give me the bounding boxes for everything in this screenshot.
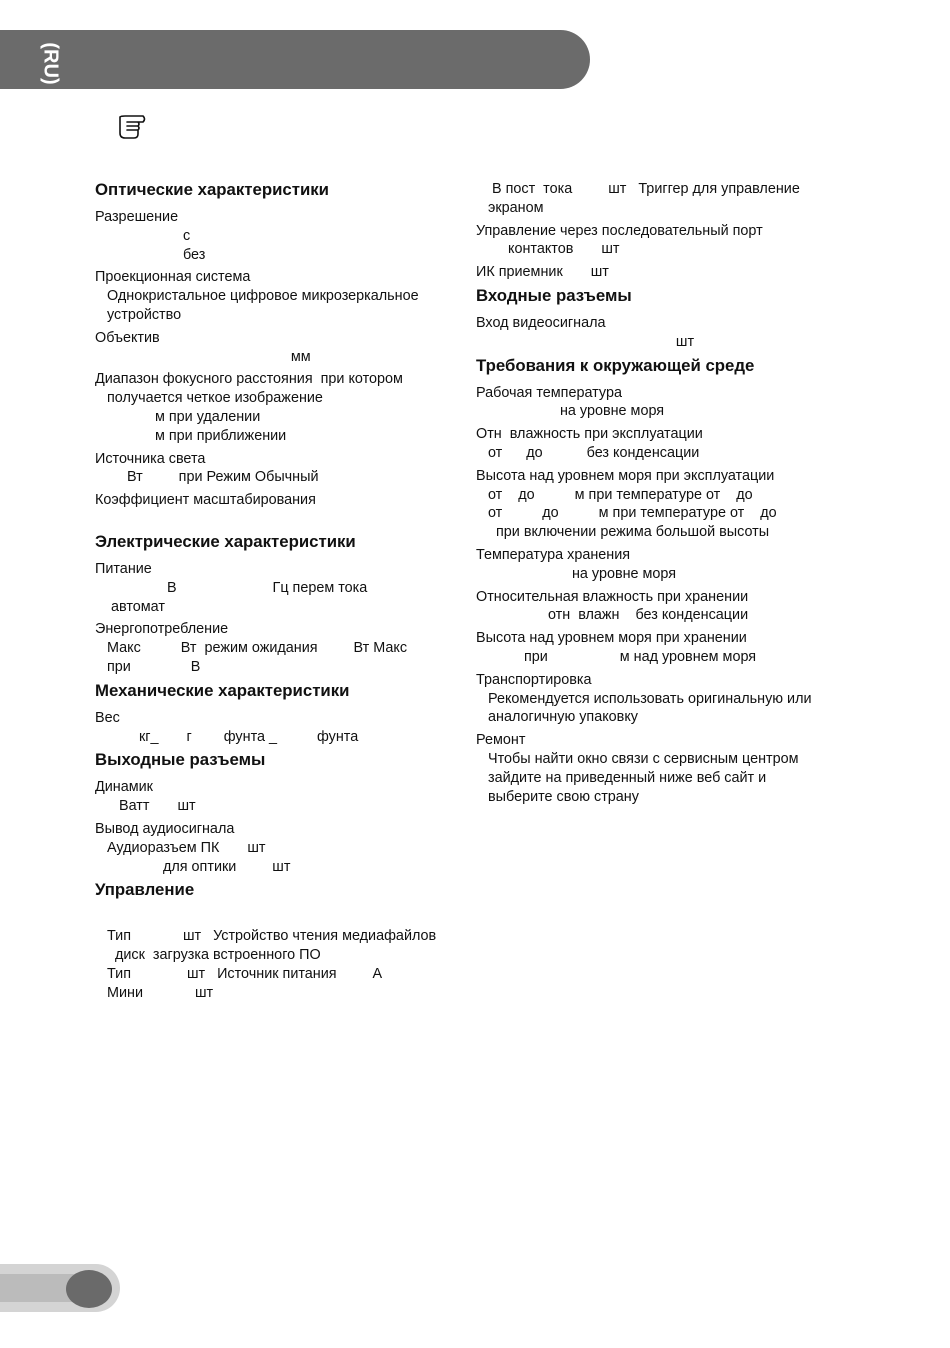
spec-op-altitude: Высота над уровнем моря при эксплуатации от до м при температуре от до от до м при температуре от до при включении режима большой высоты xyxy=(476,467,777,541)
section-title-inputs: Входные разъемы xyxy=(476,285,632,305)
section-title-outputs: Выходные разъемы xyxy=(95,750,266,770)
spec-repair: Ремонт Чтобы найти окно связи с сервисным центром зайдите на приведенный ниже веб сайт и выберите свою страну xyxy=(476,732,799,805)
section-title-optical: Оптические характеристики xyxy=(95,180,329,199)
spec-ir: ИК приемник шт xyxy=(476,264,609,281)
spec-speaker: Динамик Ватт шт xyxy=(95,779,196,815)
left-column xyxy=(95,180,465,1006)
spec-video-in: Вход видеосигнала шт xyxy=(476,314,695,350)
spec-control: Тип шт Устройство чтения медиафайлов диск загрузка встроенного ПО Тип шт Источник питания А Мини шт xyxy=(95,928,437,1001)
spec-op-humidity: Отн влажность при эксплуатации от до без конденсации xyxy=(476,426,703,461)
section-title-environment: Требования к окружающей среде xyxy=(476,355,755,375)
spec-lens: Объектив мм xyxy=(95,329,311,365)
language-tag: (RU) xyxy=(39,41,62,85)
spec-storage-altitude: Высота над уровнем моря при хранении при м над уровнем моря xyxy=(476,630,757,665)
spec-consumption: Энергопотребление Макс Вт режим ожидания Вт Макс при В xyxy=(95,621,408,675)
spec-weight: Вес кг_ г фунта _ фунта xyxy=(95,709,359,745)
spec-trigger: В пост тока шт Триггер для управление экраном xyxy=(476,181,800,216)
spec-focus-range: Диапазон фокусного расстояния при котором получается четкое изображение м при удалении м при приближении xyxy=(95,371,403,444)
spec-power: Питание В Гц перем тока автомат xyxy=(95,560,368,615)
header-bar xyxy=(0,30,590,89)
spec-storage-humidity: Относительная влажность при хранении отн влажн без конденсации xyxy=(476,588,749,624)
page-number-badge xyxy=(66,1270,112,1308)
spec-projection: Проекционная система Однокристальное цифровое микрозеркальное устройство xyxy=(95,269,419,323)
spec-resolution: Разрешение с без xyxy=(95,209,206,263)
spec-zoom: Коэффициент масштабирования xyxy=(95,492,316,509)
spec-transport: Транспортировка Рекомендуется использовать оригинальную или аналогичную упаковку xyxy=(476,671,812,726)
section-title-electrical: Электрические характеристики xyxy=(95,531,356,551)
right-column xyxy=(476,180,866,810)
spec-op-temp: Рабочая температура на уровне моря xyxy=(476,384,665,420)
spec-light-source: Источника света Вт при Режим Обычный xyxy=(95,450,319,486)
spec-storage-temp: Температура хранения на уровне моря xyxy=(476,546,677,582)
section-title-control: Управление xyxy=(95,880,195,900)
spec-serial: Управление через последовательный порт контактов шт xyxy=(476,222,763,258)
pointing-hand-icon xyxy=(117,111,147,141)
spec-audio-out: Вывод аудиосигнала Аудиоразъем ПК шт для оптики шт xyxy=(95,820,291,875)
section-title-mechanical: Механические характеристики xyxy=(95,680,350,700)
